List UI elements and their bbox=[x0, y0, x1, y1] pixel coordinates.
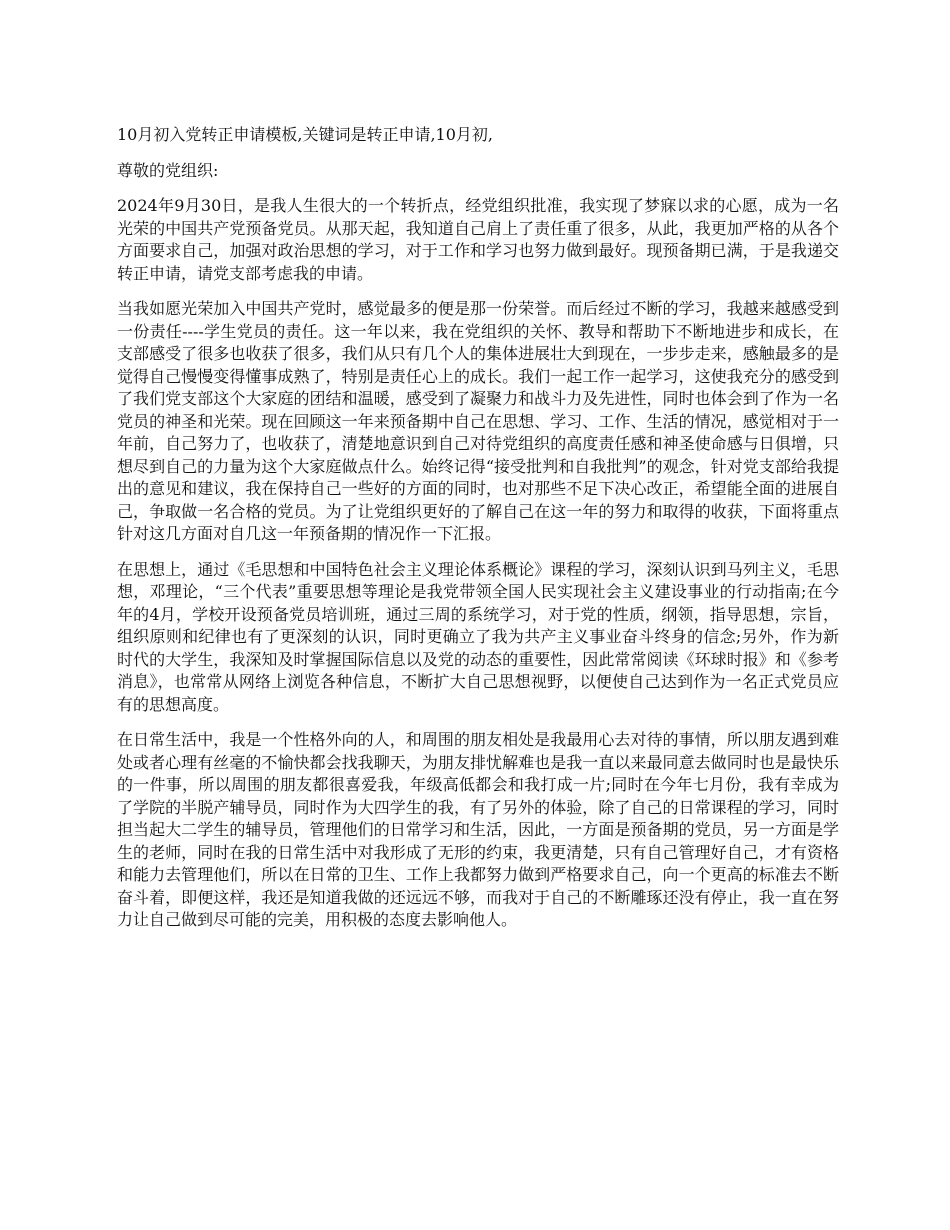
salutation: 尊敬的党组织: bbox=[117, 160, 219, 180]
paragraph-intro: 2024年9月30日，是我人生很大的一个转折点，经党组织批准，我实现了梦寐以求的心愿，成为一名光荣的中国共产党预备党员。从那天起，我知道自己肩上了责任重了很多，从此，我更加严格的从各个方面要求自己，加强对政治思想的学习，对于工作和学习也努力做到最好。现预备期已满，于是我递交转正申请，请党支部考虑我的申请。 bbox=[117, 196, 839, 283]
paragraph-daily-life: 在日常生活中，我是一个性格外向的人，和周围的朋友相处是我最用心去对待的事情，所以朋友遇到难处或者心理有丝毫的不愉快都会找我聊天，为朋友排忧解难也是我一直以来最同意去做同时也是最快乐的一件事，所以周围的朋友都很喜爱我，年级高低都会和我打成一片;同时在今年七月份，我有幸成为了学院的半脱产辅导员，同时作为大四学生的我，有了另外的体验，除了自己的日常课程的学习，同时担当起大二学生的辅导员，管理他们的日常学习和生活，因此，一方面是预备期的党员，另一方面是学生的老师，同时在我的日常生活中对我形成了无形的约束，我更清楚，只有自己管理好自己，才有资格和能力去管理他们，所以在日常的卫生、工作上我都努力做到严格要求自己，向一个更高的标准去不断奋斗着，即便这样，我还是知道我做的还远远不够，而我对于自己的不断雕琢还没有停止，我一直在努力让自己做到尽可能的完美，用积极的态度去影响他人。 bbox=[117, 730, 839, 929]
document-title: 10月初入党转正申请模板,关键词是转正申请,10月初, bbox=[117, 125, 493, 144]
document-body bbox=[117, 124, 839, 945]
paragraph-review: 当我如愿光荣加入中国共产党时，感觉最多的便是那一份荣誉。而后经过不断的学习，我越来越感受到一份责任----学生党员的责任。这一年以来，我在党组织的关怀、教导和帮助下不断地进步和成长，在支部感受了很多也收获了很多，我们从只有几个人的集体进展壮大到现在，一步步走来，感触最多的是觉得自己慢慢变得懂事成熟了，特别是责任心上的成长。我们一起工作一起学习，这使我充分的感受到了我们党支部这个大家庭的团结和温暖，感受到了凝聚力和战斗力及先进性，同时也体会到了作为一名党员的神圣和光荣。现在回顾这一年来预备期中自己在思想、学习、工作、生活的情况，感觉相对于一年前，自己努力了，也收获了，清楚地意识到自己对待党组织的高度责任感和神圣使命感与日俱增，只想尽到自己的力量为这个大家庭做点什么。始终记得“接受批判和自我批判”的观念，针对党支部给我提出的意见和建议，我在保持自己一些好的方面的同时，也对那些不足下决心改正，希望能全面的进展自己，争取做一名合格的党员。为了让党组织更好的了解自己在这一年的努力和取得的收获，下面将重点针对这几方面对自几这一年预备期的情况作一下汇报。 bbox=[117, 299, 839, 543]
paragraph-thought: 在思想上，通过《毛思想和中国特色社会主义理论体系概论》课程的学习，深刻认识到马列主义，毛思想，邓理论，“三个代表”重要思想等理论是我党带领全国人民实现社会主义建设事业的行动指南;在今年的4月，学校开设预备党员培训班，通过三周的系统学习，对于党的性质，纲领，指导思想，宗旨，组织原则和纪律也有了更深刻的认识，同时更确立了我为共产主义事业奋斗终身的信念;另外，作为新时代的大学生，我深知及时掌握国际信息以及党的动态的重要性，因此常常阅读《环球时报》和《参考消息》，也常常从网络上浏览各种信息，不断扩大自己思想视野，以便使自己达到作为一名正式党员应有的思想高度。 bbox=[117, 559, 839, 714]
